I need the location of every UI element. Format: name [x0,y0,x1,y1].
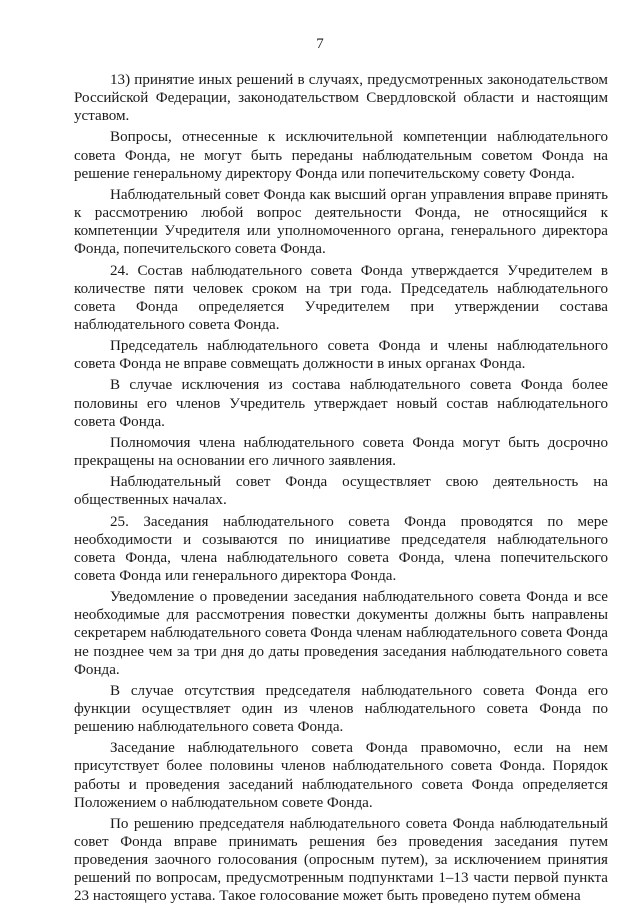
paragraph: Наблюдательный совет Фонда как высший орган управления вправе принять к рассмотрению любой вопрос деятельности Фонда, не относящийся к компетенции Учредителя или уполномоченного органа, генерального директора Фонда, попечительского совета Фонда. [74,186,608,258]
paragraph: Вопросы, отнесенные к исключительной компетенции наблюдательного совета Фонда, не могут быть переданы наблюдательным советом Фонда на решение генеральному директору Фонда или попечительскому совету Фонда. [74,129,608,182]
paragraph: Заседание наблюдательного совета Фонда правомочно, если на нем присутствует более половины членов наблюдательного совета Фонда. Порядок работы и проведения заседаний наблюдательного совета Фонда определяется Положением о наблюдательном совете Фонда. [74,740,608,811]
paragraph: Полномочия члена наблюдательного совета Фонда могут быть досрочно прекращены на основании его личного заявления. [74,434,608,469]
paragraph: Наблюдательный совет Фонда осуществляет свою деятельность на общественных началах. [74,474,608,509]
paragraph: 24. Состав наблюдательного совета Фонда утверждается Учредителем в количестве пяти человек сроком на три года. Председатель наблюдательного совета Фонда определяется Учредителем при утверждении состава наблюдательного совета Фонда. [74,262,608,333]
document-body [74,71,608,905]
paragraph: В случае исключения из состава наблюдательного совета Фонда более половины его членов Учредитель утверждает новый состав наблюдательного совета Фонда. [74,377,608,430]
page-number: 7 [316,36,324,52]
paragraph: По решению председателя наблюдательного совета Фонда наблюдательный совет Фонда вправе принимать решения без проведения заседания путем проведения заочного голосования (опросным путем), за исключением принятия решений по вопросам, предусмотренным подпунктами 1–13 части первой пункта 23 настоящего устава. Такое голосование может быть проведено путем обмена [74,815,608,905]
paragraph: 13) принятие иных решений в случаях, предусмотренных законодательством Российской Федерации, законодательством Свердловской области и настоящим уставом. [74,72,608,125]
paragraph: Уведомление о проведении заседания наблюдательного совета Фонда и все необходимые для рассмотрения повестки документы должны быть направлены секретарем наблюдательного совета Фонда членам наблюдательного совета Фонда не позднее чем за три дня до даты проведения заседания наблюдательного совета Фонда. [74,589,608,678]
paragraph: В случае отсутствия председателя наблюдательного совета Фонда его функции осуществляет один из членов наблюдательного совета Фонда по решению наблюдательного совета Фонда. [74,682,608,736]
paragraph: 25. Заседания наблюдательного совета Фонда проводятся по мере необходимости и созываются по инициативе председателя наблюдательного совета Фонда, члена наблюдательного совета Фонда, члена попечительского совета Фонда или генерального директора Фонда. [74,513,608,584]
paragraph: Председатель наблюдательного совета Фонда и члены наблюдательного совета Фонда не вправе совмещать должности в иных органах Фонда. [74,338,608,373]
